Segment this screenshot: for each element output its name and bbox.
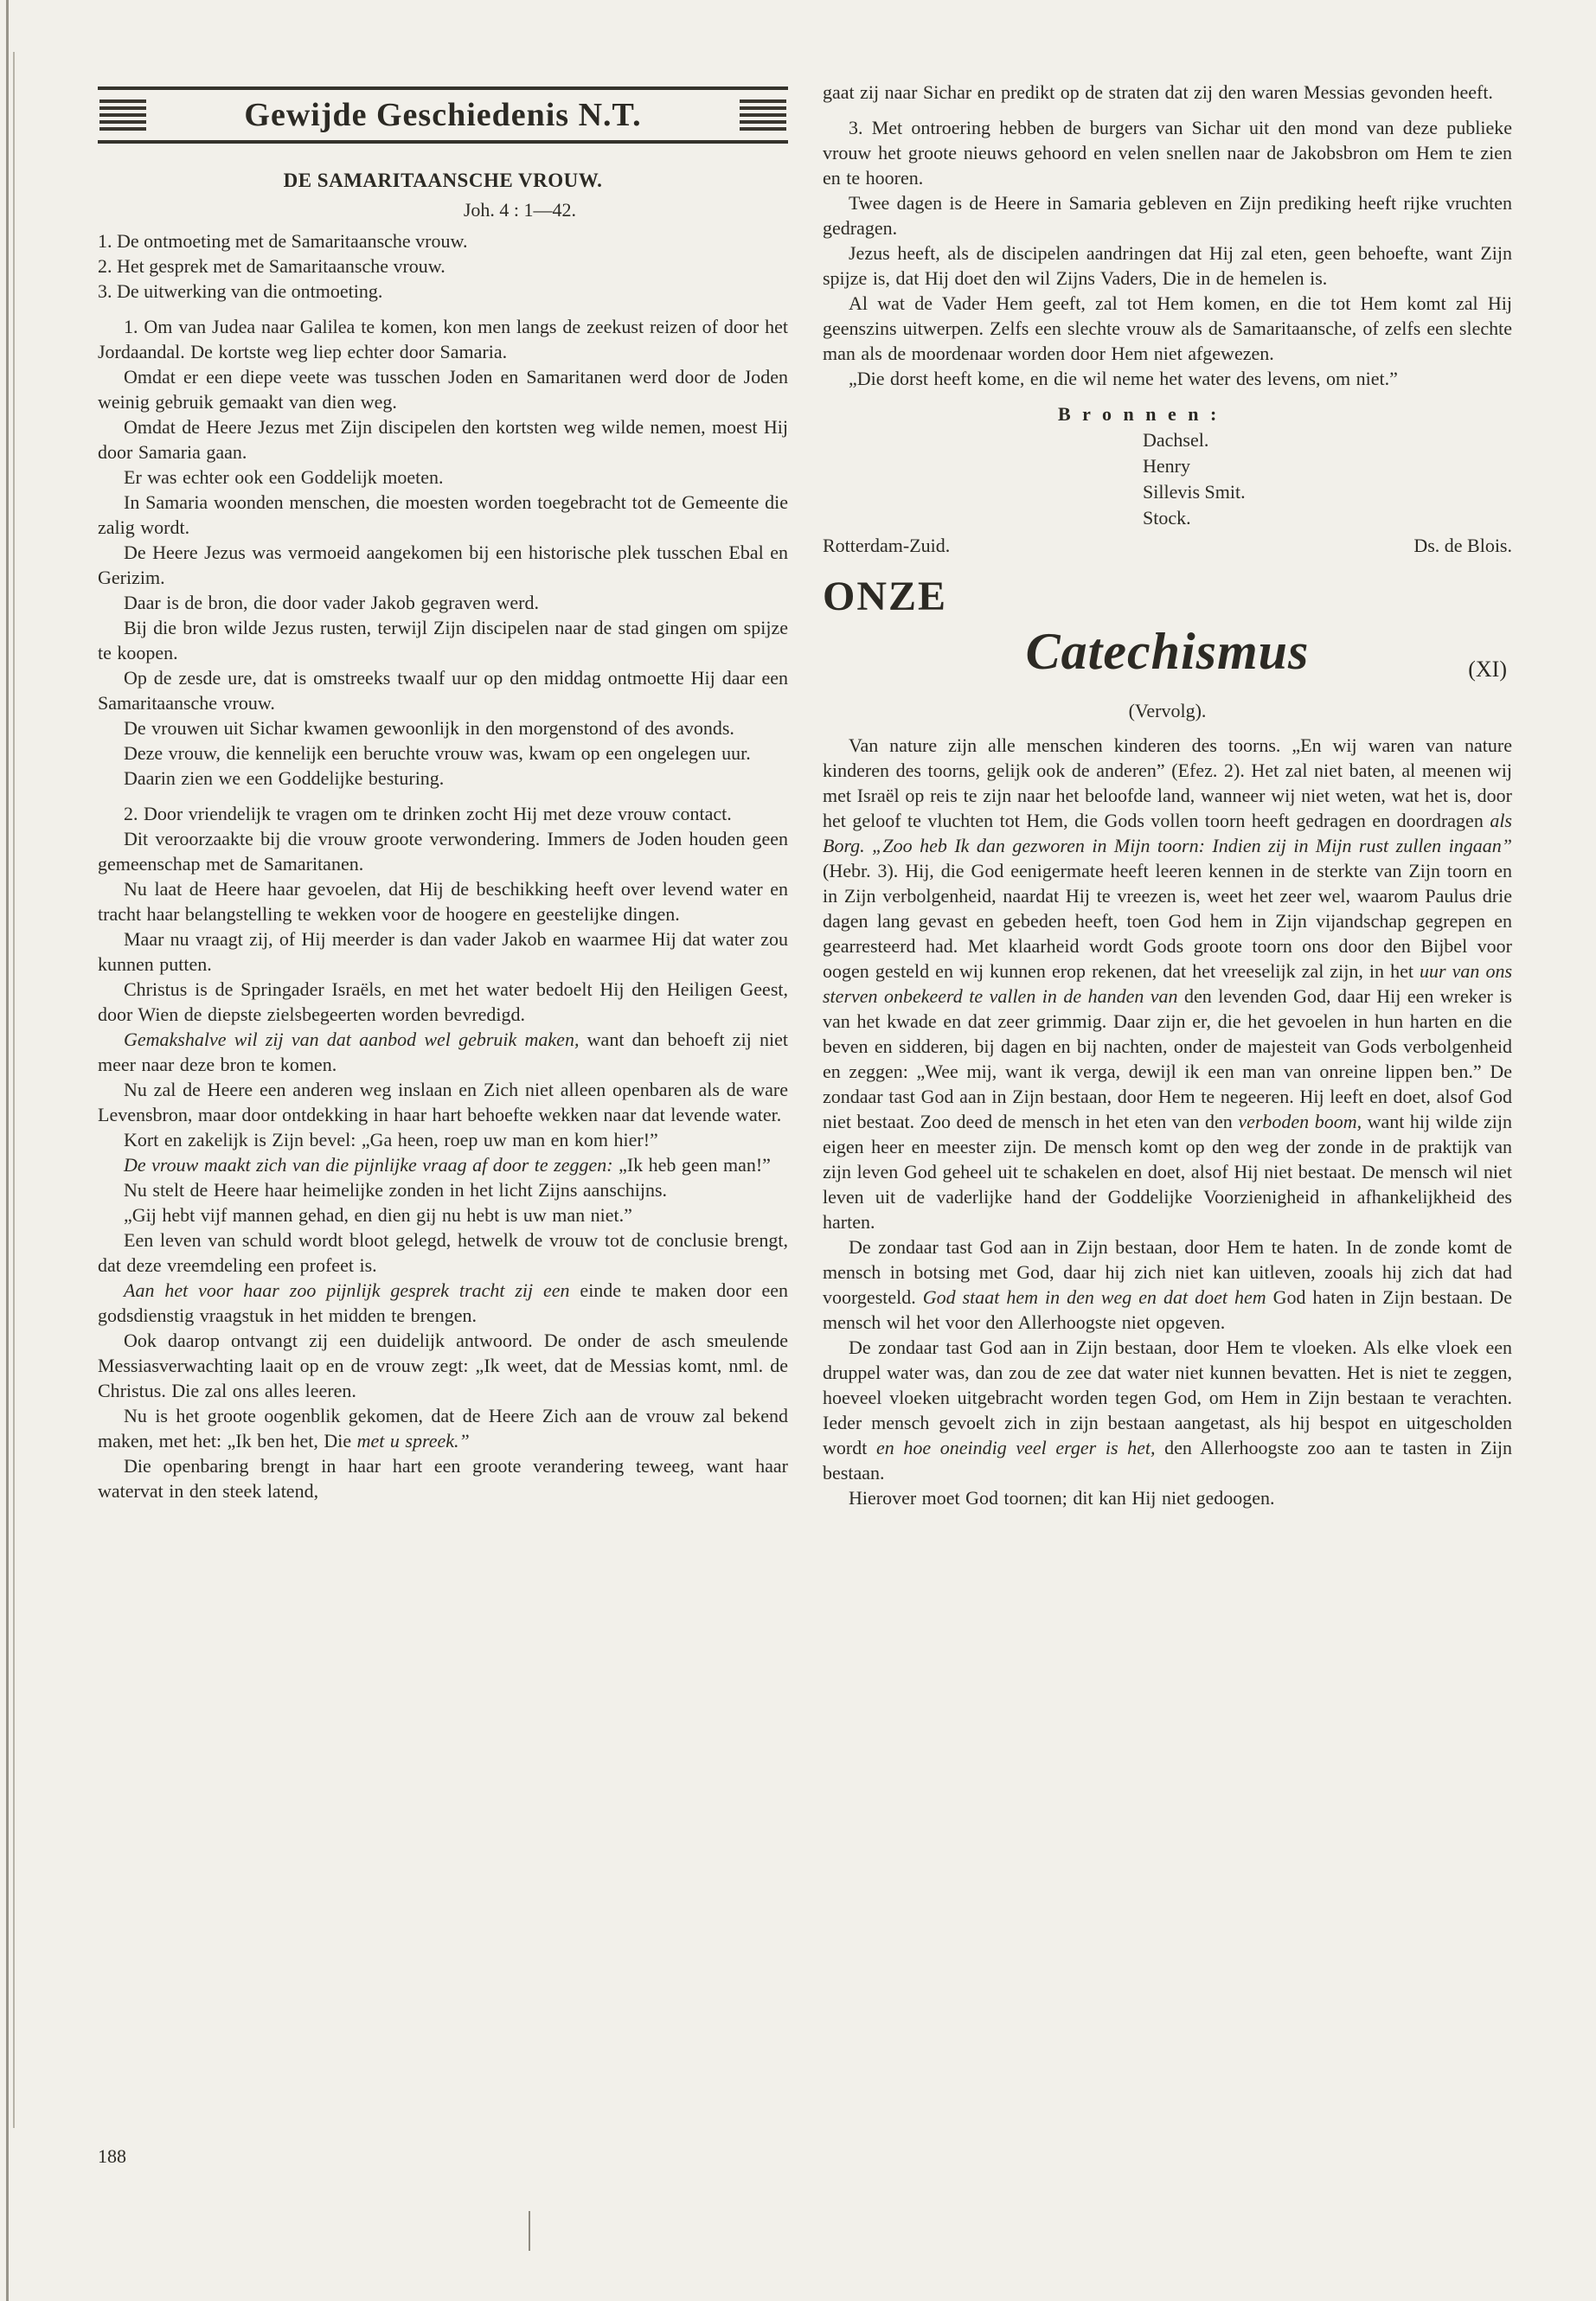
- catechismus-issue-number: (XI): [1468, 657, 1507, 682]
- text-segment: God staat hem in den weg en dat doet hem: [922, 1286, 1266, 1308]
- paragraph: Stock.: [1143, 507, 1191, 529]
- page-number: 188: [98, 2145, 126, 2167]
- paragraph: [98, 1152, 788, 1177]
- paragraph: Nu stelt de Heere haar heimelijke zonden in het licht Zijns aanschijns.: [124, 1179, 668, 1201]
- paragraph: Daar is de bron, die door vader Jakob gegraven werd.: [124, 592, 539, 613]
- paragraph: [98, 1027, 788, 1077]
- paragraph: Christus is de Springader Israëls, en met het water bedoelt Hij den Heiligen Geest, door Wien de diepste zielsbegeerten worden bevredigd.: [98, 978, 788, 1025]
- hatch-block-icon: [99, 99, 146, 131]
- signoff-row: [823, 535, 1512, 557]
- paragraph: Henry: [1143, 455, 1190, 477]
- paragraph: [823, 1335, 1512, 1485]
- paragraph: Die openbaring brengt in haar hart een groote verandering teweeg, want haar watervat in den steek latend,: [98, 1455, 788, 1502]
- paragraph: Twee dagen is de Heere in Samaria gebleven en Zijn prediking heeft rijke vruchten gedragen.: [823, 192, 1512, 239]
- paragraph: 3. Met ontroering hebben de burgers van Sichar uit den mond van deze publieke vrouw het groote nieuws gehoord en velen snellen naar de Jakobsbron om Hem te zien en te hooren.: [823, 117, 1512, 189]
- paragraph: Dit veroorzaakte bij die vrouw groote verwondering. Immers de Joden houden geen gemeenschap met de Samaritanen.: [98, 828, 788, 875]
- paragraph: Nu laat de Heere haar gevoelen, dat Hij de beschikking heeft over levend water en tracht haar belangstelling te wekken voor de hoogere en geestelijke dingen.: [98, 878, 788, 925]
- text-segment: uur van ons sterven onbekeerd te vallen in de handen van: [823, 960, 1513, 1007]
- scan-artifact-line: [529, 2211, 530, 2251]
- paragraph: 3. De uitwerking van die ontmoeting.: [98, 280, 383, 302]
- text-segment: (Hebr. 3). Hij, die God eenigermate heeft leeren kennen in de sterkte van Zijn toorn en in Zijn verbolgenheid, naardat Hij te vreezen is, weet het zeer wel, waarom Paulus drie dagen lang gevast en gebeden heeft, toen God hem in Zijn vijandschap gegrepen en gearresteerd had. Met klaarheid wordt Gods groote toorn ons door den Bijbel voor oogen gesteld en wij kunnen erop rekenen, dat het vreeselijk zal zijn, in het: [823, 860, 1512, 982]
- paragraph: De Heere Jezus was vermoeid aangekomen bij een historische plek tusschen Ebal en Gerizim.: [98, 542, 788, 588]
- paragraph: Deze vrouw, die kennelijk een beruchte vrouw was, kwam op een ongelegen uur.: [124, 742, 751, 764]
- masthead: [98, 87, 788, 144]
- paragraph: gaat zij naar Sichar en predikt op de straten dat zij den waren Messias gevonden heeft.: [823, 81, 1493, 103]
- paragraph: „Gij hebt vijf mannen gehad, en dien gij nu hebt is uw man niet.”: [124, 1204, 632, 1226]
- paragraph: In Samaria woonden menschen, die moesten worden toegebracht tot de Gemeente die zalig wordt.: [98, 491, 788, 538]
- paragraph: [823, 1234, 1512, 1335]
- text-segment: verboden boom,: [1238, 1111, 1362, 1132]
- text-segment: Aan het voor haar zoo pijnlijk gesprek tracht zij een: [124, 1279, 570, 1301]
- paragraph: 1. Om van Judea naar Galilea te komen, kon men langs de zeekust reizen of door het Jordaandal. De kortste weg liep echter door Samaria.: [98, 316, 788, 362]
- paragraph: 2. Door vriendelijk te vragen om te drinken zocht Hij met deze vrouw contact.: [124, 803, 732, 824]
- paragraph: Bij die bron wilde Jezus rusten, terwijl Zijn discipelen naar de stad gingen om spijze te koopen.: [98, 617, 788, 663]
- text-segment: De zondaar tast God aan in Zijn bestaan, door Hem te vloeken. Als elke vloek een druppel water was, dan zou de zee dat water niet kunnen bevatten. Het is niet te zeggen, hoeveel vloeken uitgebracht worden tegen God, om Hem in Zijn bestaan te verachten. Ieder mensch gevoelt zich in zijn bestaan aangetast, als hij bespot en uitgescholden wordt: [823, 1336, 1512, 1458]
- paragraph: Nu zal de Heere een anderen weg inslaan en Zich niet alleen openbaren als de ware Levensbron, maar door ontdekking in haar hart behoefte wekken naar dat levende water.: [98, 1079, 788, 1125]
- binding-line: [13, 52, 15, 2128]
- paragraph: Hierover moet God toornen; dit kan Hij niet gedoogen.: [849, 1487, 1275, 1509]
- scripture-reference: Joh. 4 : 1—42.: [463, 199, 576, 221]
- binding-line: [6, 0, 9, 2301]
- article-right-text: [823, 80, 1512, 391]
- catechismus-title-onze: ONZE: [823, 574, 948, 619]
- paragraph: Ook daarop ontvangt zij een duidelijk antwoord. De onder de asch smeulende Messiasverwachting laait op en de vrouw zegt: „Ik weet, dat de Messias komt, nml. de Christus. Die zal ons alles leeren.: [98, 1330, 788, 1401]
- paragraph: De vrouwen uit Sichar kwamen gewoonlijk in den morgenstond of des avonds.: [124, 717, 734, 739]
- article-left-text: [98, 314, 788, 1503]
- paragraph: Maar nu vraagt zij, of Hij meerder is dan vader Jakob en waarmee Hij dat water zou kunnen putten.: [98, 928, 788, 975]
- text-segment: en hoe oneindig veel erger is het,: [875, 1437, 1156, 1458]
- text-segment: „Ik heb geen man!”: [612, 1154, 771, 1176]
- text-segment: De zondaar tast God aan in Zijn bestaan, door Hem te haten. In de zonde komt de mensch in botsing met God, daar hij zich niet kan uitleven, zooals hij zich dat had voorgesteld.: [823, 1236, 1512, 1308]
- paragraph: Een leven van schuld wordt bloot gelegd, hetwelk de vrouw tot de conclusie brengt, dat deze vreemdeling een profeet is.: [98, 1229, 788, 1276]
- paragraph: 2. Het gesprek met de Samaritaansche vrouw.: [98, 255, 445, 277]
- left-column: [98, 87, 788, 1503]
- text-segment: met u spreek.”: [356, 1430, 470, 1452]
- text-segment: Nu is het groote oogenblik gekomen, dat de Heere Zich aan de vrouw zal bekend maken, met het: „Ik ben het, Die: [98, 1405, 788, 1452]
- paragraph: „Die dorst heeft kome, en die wil neme het water des levens, om niet.”: [849, 368, 1398, 389]
- paragraph: Kort en zakelijk is Zijn bevel: „Ga heen, roep uw man en kom hier!”: [124, 1129, 658, 1150]
- text-segment: Van nature zijn alle menschen kinderen des toorns. „En wij waren van nature kinderen des toorns, gelijk ook de anderen” (Efez. 2). Het zal niet baten, al meenen wij met Israël op reis te zijn naar het beloofde land, wanneer wij niet weten, wat het is, door het geloof te vluchten tot Hem, die Gods vollen toorn heeft gedragen en doordragen: [823, 734, 1512, 831]
- text-segment: want hij wilde zijn eigen heer en meester zijn. De mensch komt op den weg der zonde in de praktijk van zijn leven God geheel uit te schakelen en doet, alsof Hij niet bestaat. De mensch wil niet leven uit de vaderlijke hand der Goddelijke Voorzienigheid in afhankelijkheid des harten.: [823, 1111, 1513, 1233]
- catechismus-text: [823, 733, 1512, 1510]
- catechismus-title-script: Catechismus: [1025, 623, 1310, 680]
- sources-list: [1143, 427, 1512, 531]
- text-segment: De vrouw maakt zich van die pijnlijke vraag af door te zeggen:: [124, 1154, 613, 1176]
- article-title: DE SAMARITAANSCHE VROUW.: [283, 170, 603, 191]
- text-segment: einde te maken door een godsdienstig vraagstuk in het midden te brengen.: [98, 1279, 788, 1326]
- paragraph: Jezus heeft, als de discipelen aandringen dat Hij zal eten, geen behoefte, want Zijn spijze is, dat Hij doet den wil Zijns Vaders, Die in de hemelen is.: [823, 242, 1512, 289]
- paragraph: [98, 1403, 788, 1453]
- signoff-place: Rotterdam-Zuid.: [823, 535, 951, 556]
- text-segment: God haten in Zijn bestaan. De mensch wil het voor den Allerhoogste niet opgeven.: [823, 1286, 1512, 1333]
- paragraph: [823, 733, 1512, 1234]
- sources-block: [823, 401, 1512, 531]
- text-segment: Gemakshalve wil zij van dat aanbod wel gebruik maken,: [124, 1029, 580, 1050]
- paragraph: Daarin zien we een Goddelijke besturing.: [124, 767, 445, 789]
- text-segment: den levenden God, daar Hij een wreker is van het kwade en dat zeer grimmig. Daar zijn er, die het gevoelen in hun harten en die beven en sidderen, bij dagen en bij nachten, onder de majesteit van Gods verbolgenheid en zeggen: „Wee mij, want ik verga, dewijl ik een man van onreine lippen ben.” De zondaar tast God aan in Zijn bestaan, door Hem te negeeren. Hij leeft en doet, alsof God niet bestaat. Zoo deed de mensch in het eten van den: [823, 985, 1512, 1132]
- paragraph: Er was echter ook een Goddelijk moeten.: [124, 466, 444, 488]
- outline-list: [98, 228, 788, 304]
- right-column: [823, 80, 1512, 1510]
- paragraph: Sillevis Smit.: [1143, 481, 1246, 503]
- text-segment: want dan behoeft zij niet meer naar deze bron te komen.: [98, 1029, 788, 1075]
- paragraph: Omdat de Heere Jezus met Zijn discipelen den kortsten weg wilde nemen, moest Hij door Samaria gaan.: [98, 416, 788, 463]
- text-segment: als Borg. „Zoo heb Ik dan gezworen in Mijn toorn: Indien zij in Mijn rust zullen ingaan”: [823, 810, 1512, 856]
- signoff-author: Ds. de Blois.: [1413, 535, 1512, 556]
- paragraph: Dachsel.: [1143, 429, 1209, 451]
- masthead-title: Gewijde Geschiedenis N.T.: [244, 97, 642, 133]
- paragraph: Omdat er een diepe veete was tusschen Joden en Samaritanen werd door de Joden weinig gebruik gemaakt van dien weg.: [98, 366, 788, 413]
- paragraph: [98, 1278, 788, 1328]
- paragraph: Al wat de Vader Hem geeft, zal tot Hem komen, en die tot Hem komt zal Hij geenszins uitwerpen. Zelfs een slechte vrouw als de Samaritaansche, of zelfs een slechte man als de moordenaar worden door Hem niet afgewezen.: [823, 292, 1512, 364]
- text-segment: den Allerhoogste zoo aan te tasten in Zijn bestaan.: [823, 1437, 1512, 1484]
- sources-label: B r o n n e n :: [1058, 403, 1221, 425]
- hatch-block-icon: [740, 99, 786, 131]
- paragraph: 1. De ontmoeting met de Samaritaansche vrouw.: [98, 230, 468, 252]
- catechismus-subtitle: (Vervolg).: [1128, 700, 1207, 721]
- catechismus-title-row: [823, 622, 1512, 696]
- paragraph: Op de zesde ure, dat is omstreeks twaalf uur op den middag ontmoette Hij daar een Samaritaansche vrouw.: [98, 667, 788, 714]
